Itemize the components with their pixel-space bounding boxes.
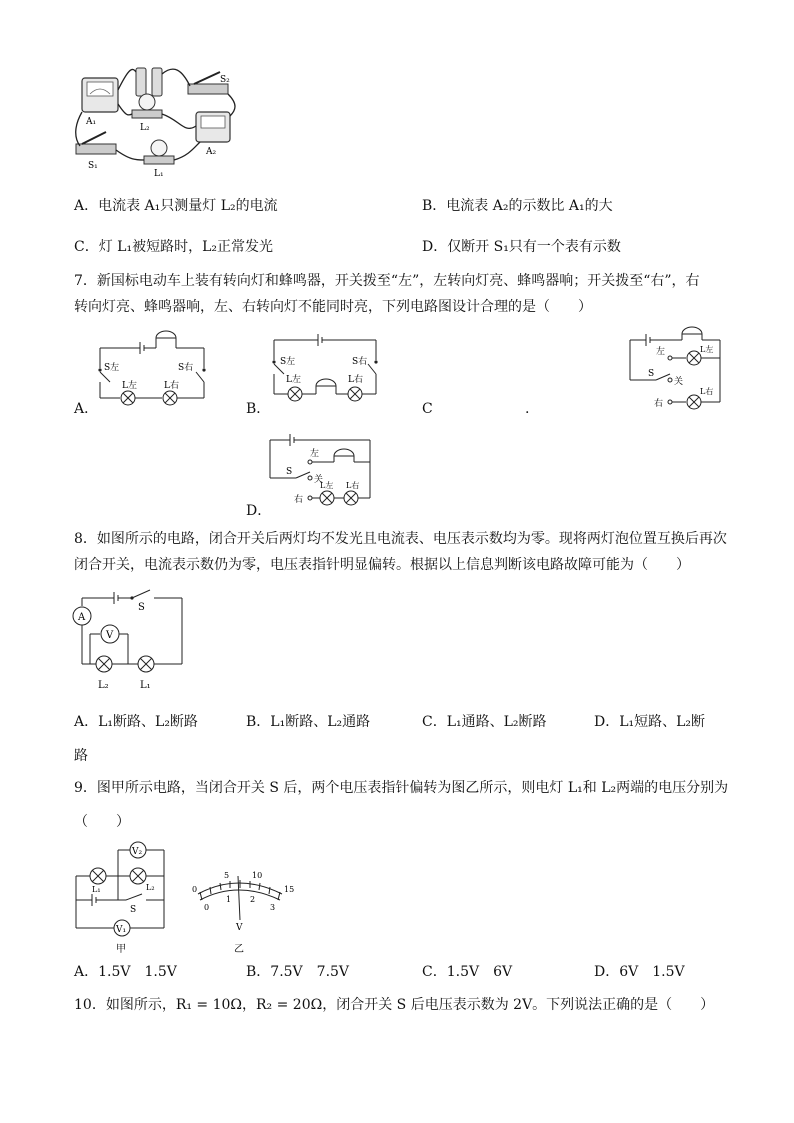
q8-option-a[interactable]: A．L₁断路、L₂断路 — [74, 714, 198, 730]
q6-option-a[interactable]: A．电流表 A₁只测量灯 L₂的电流 — [74, 198, 278, 214]
q8-option-b[interactable]: B．L₁断路、L₂通路 — [246, 714, 371, 730]
q7-question-line1: 7．新国标电动车上装有转向灯和蜂鸣器，开关拨至“左”，左转向灯亮、蜂鸣器响；开关拨至“右”，右 — [74, 273, 700, 289]
q7-option-c-label[interactable]: C — [422, 401, 433, 417]
q7d-label-s: S — [286, 467, 293, 477]
q9-question-line1: 9．图甲所示电路，当闭合开关 S 后，两个电压表指针偏转为图乙所示，则电灯 L₁和 L₂两端的电压分别为 — [74, 780, 729, 796]
q6-option-b[interactable]: B．电流表 A₂的示数比 A₁的大 — [422, 198, 613, 214]
q9-figure-jia — [70, 840, 200, 960]
q8-circuit — [70, 584, 190, 694]
q9-label-v2: V₂ — [132, 847, 143, 857]
q7a-label-s-right: S右 — [178, 363, 194, 373]
q10-question: 10．如图所示，R₁ = 10Ω，R₂ = 20Ω，闭合开关 S 后电压表示数为 2V。下列说法正确的是（ ） — [74, 997, 715, 1013]
q7c-label-s: S — [648, 369, 655, 379]
q7b-label-l-right: L右 — [348, 375, 363, 385]
q7b-label-l-left: L左 — [286, 375, 301, 385]
q9-label-s: S — [130, 905, 137, 915]
q8-label-l1: L₁ — [140, 680, 151, 691]
q7-option-d-label[interactable]: D． — [246, 503, 272, 519]
q7c-label-right: 右 — [654, 399, 664, 409]
q8-label-l2: L₂ — [98, 680, 109, 691]
q8-question-line1: 8．如图所示的电路，闭合开关后两灯均不发光且电流表、电压表示数均为零。现将两灯泡位置互换后再次 — [74, 531, 727, 547]
q7d-label-right: 右 — [294, 495, 304, 505]
q8-label-switch: S — [138, 602, 145, 613]
q6-option-c[interactable]: C．灯 L₁被短路时，L₂正常发光 — [74, 239, 273, 255]
q7-option-b-label[interactable]: B． — [246, 401, 271, 417]
q6-label-s2: S₂ — [220, 75, 230, 85]
q9-meter-unit: V — [236, 923, 243, 933]
q7c-label-l-right: L右 — [700, 387, 714, 396]
q6-label-a2: A₂ — [206, 147, 217, 157]
q9-meter-bottom-2: 2 — [250, 895, 256, 904]
q7-option-a-label[interactable]: A． — [74, 401, 99, 417]
q7d-label-l-right: L右 — [346, 481, 360, 490]
q7d-label-l-left: L左 — [320, 481, 334, 490]
q9-label-l1: L₁ — [92, 885, 101, 894]
q9-meter-top-15: 15 — [284, 885, 295, 894]
q8-option-c[interactable]: C．L₁通路、L₂断路 — [422, 714, 547, 730]
q7b-label-s-right: S右 — [352, 357, 368, 367]
q9-meter-bottom-3: 3 — [270, 903, 276, 912]
q7-question-line2: 转向灯亮、蜂鸣器响，左、右转向灯不能同时亮，下列电路图设计合理的是（ ） — [74, 299, 592, 315]
q9-label-l2: L₂ — [146, 883, 155, 892]
q9-label-v1: V₁ — [116, 925, 127, 935]
q6-label-l1: L₁ — [154, 169, 164, 179]
q7-figure-b — [270, 332, 382, 406]
q7b-label-s-left: S左 — [280, 357, 296, 367]
q9-meter-bottom-1: 1 — [226, 895, 232, 904]
q9-caption-yi: 乙 — [234, 944, 244, 955]
q7-option-c-dot: . — [525, 401, 530, 417]
q8-label-ammeter: A — [78, 612, 86, 623]
q7d-label-off: 关 — [314, 475, 324, 485]
q9-question-line2: （ ） — [74, 814, 130, 830]
q7a-label-l-left: L左 — [122, 381, 137, 391]
q7-figure-c — [626, 322, 726, 412]
q7-figure-a — [96, 326, 208, 408]
q9-caption-jia: 甲 — [116, 944, 126, 955]
q9-meter-top-10: 10 — [252, 871, 263, 880]
q6-circuit-photo — [70, 60, 240, 180]
q7c-label-left: 左 — [656, 347, 666, 357]
q7a-label-l-right: L右 — [164, 381, 179, 391]
q9-option-b[interactable]: B．7.5V 7.5V — [246, 964, 350, 980]
q8-option-d-continued: 路 — [74, 748, 88, 764]
q6-label-l2: L₂ — [140, 123, 150, 133]
q9-option-d[interactable]: D．6V 1.5V — [594, 964, 685, 980]
q7c-label-off: 关 — [674, 377, 684, 387]
q9-figure-yi-meter — [188, 866, 298, 958]
q8-label-voltmeter: V — [106, 630, 114, 641]
q9-option-c[interactable]: C．1.5V 6V — [422, 964, 513, 980]
q7c-label-l-left: L左 — [700, 345, 714, 354]
q7-figure-d — [266, 432, 376, 508]
q9-meter-top-5: 5 — [224, 871, 230, 880]
q8-question-line2: 闭合开关，电流表示数仍为零，电压表指针明显偏转。根据以上信息判断该电路故障可能为（ ） — [74, 557, 690, 573]
q9-meter-bottom-0: 0 — [204, 903, 210, 912]
q9-option-a[interactable]: A．1.5V 1.5V — [74, 964, 177, 980]
q9-meter-top-0: 0 — [192, 885, 198, 894]
q7a-label-s-left: S左 — [104, 363, 120, 373]
q8-option-d[interactable]: D．L₁短路、L₂断 — [594, 714, 706, 730]
q6-label-s1: S₁ — [88, 161, 98, 171]
q6-label-a1: A₁ — [86, 117, 97, 127]
q7d-label-left: 左 — [310, 449, 320, 459]
q6-option-d[interactable]: D．仅断开 S₁只有一个表有示数 — [422, 239, 621, 255]
